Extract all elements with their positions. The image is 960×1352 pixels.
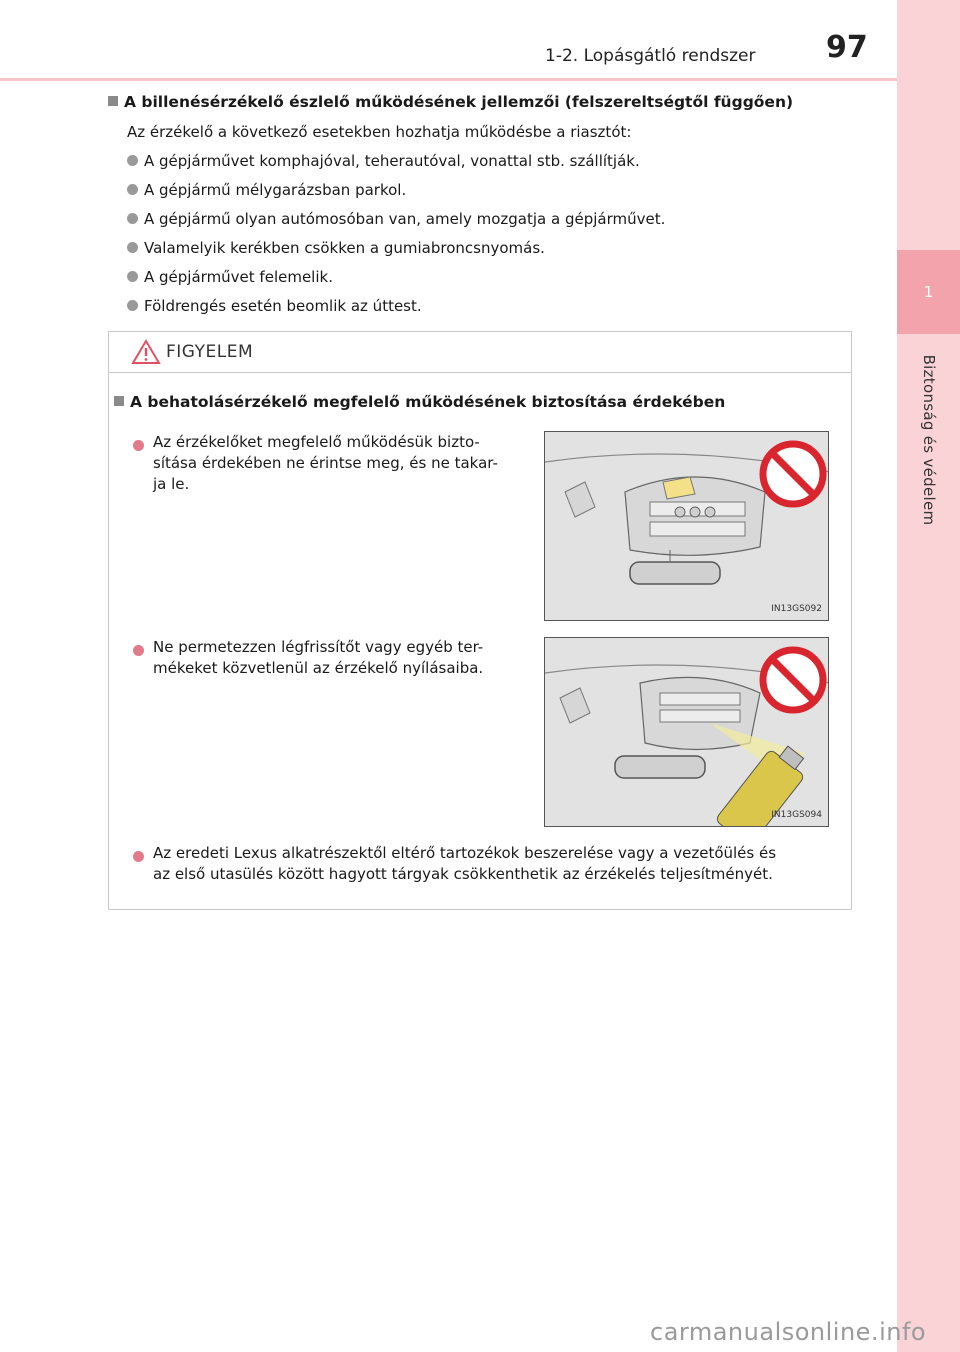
warning-item-line: az első utasülés között hagyott tárgyak csökkenthetik az érzékelés teljesítményét. (153, 865, 773, 883)
image-code: IN13GS094 (771, 810, 822, 820)
warning-triangle-icon (131, 339, 161, 365)
bullet-dot-icon (127, 155, 138, 166)
warning-box (108, 331, 852, 910)
list-item-text: A gépjárművet komphajóval, teherautóval, vonattal stb. szállítják. (144, 152, 640, 170)
warning-label: FIGYELEM (166, 342, 254, 362)
warning-header (109, 332, 851, 373)
section-title (108, 93, 793, 111)
warning-item-line: Az eredeti Lexus alkatrészektől eltérő tartozékok beszerelése vagy a vezetőülés és (153, 844, 777, 862)
warning-item (133, 432, 525, 495)
sidebar (897, 0, 960, 1352)
list-item (127, 210, 665, 228)
chapter-number-tab: 1 (897, 250, 960, 334)
list-item-text: A gépjárművet felemelik. (144, 268, 333, 286)
overhead-console-drawing (545, 432, 829, 621)
list-item (127, 297, 422, 315)
bullet-dot-icon (127, 184, 138, 195)
illustration-spray (544, 637, 829, 827)
list-item (127, 152, 640, 170)
list-item-text: Földrengés esetén beomlik az úttest. (144, 297, 422, 315)
bullet-dot-icon (127, 242, 138, 253)
square-bullet-icon (108, 96, 118, 106)
bullet-dot-icon (133, 440, 144, 451)
warning-section-title (114, 393, 725, 411)
warning-item (133, 843, 847, 885)
warning-item-line: mékeket közvetlenül az érzékelő nyílásaiba. (153, 659, 484, 677)
header-title: 1-2. Lopásgátló rendszer (545, 46, 756, 66)
spray-can-drawing (545, 638, 829, 827)
watermark: carmanualsonline.info (650, 1318, 927, 1346)
bullet-dot-icon (133, 645, 144, 656)
list-item (127, 239, 545, 257)
warning-item-line: Az érzékelőket megfelelő működésük bizto- (153, 433, 480, 451)
bullet-dot-icon (127, 213, 138, 224)
warning-item-line: ja le. (153, 475, 190, 493)
bullet-dot-icon (127, 300, 138, 311)
section-intro: Az érzékelő a következő esetekben hozhatja működésbe a riasztót: (127, 123, 632, 141)
warning-item-line: Ne permetezzen légfrissítőt vagy egyéb ter- (153, 638, 484, 656)
list-item (127, 268, 333, 286)
bullet-dot-icon (133, 851, 144, 862)
list-item-text: Valamelyik kerékben csökken a gumiabroncsnyomás. (144, 239, 545, 257)
section-title-text: A billenésérzékelő észlelő működésének jellemzői (felszereltségtől függően) (124, 93, 794, 111)
list-item (127, 181, 406, 199)
page-number: 97 (826, 30, 868, 65)
warning-item (133, 637, 525, 679)
header-divider (0, 78, 897, 81)
illustration-sensor-touch (544, 431, 829, 621)
square-bullet-icon (114, 396, 124, 406)
warning-item-line: sítása érdekében ne érintse meg, és ne takar- (153, 454, 498, 472)
list-item-text: A gépjármű olyan autómosóban van, amely mozgatja a gépjárművet. (144, 210, 666, 228)
list-item-text: A gépjármű mélygarázsban parkol. (144, 181, 407, 199)
image-code: IN13GS092 (771, 604, 822, 614)
bullet-dot-icon (127, 271, 138, 282)
warning-section-title-text: A behatolásérzékelő megfelelő működésének biztosítása érdekében (130, 393, 726, 411)
chapter-title: Biztonság és védelem (920, 354, 938, 526)
